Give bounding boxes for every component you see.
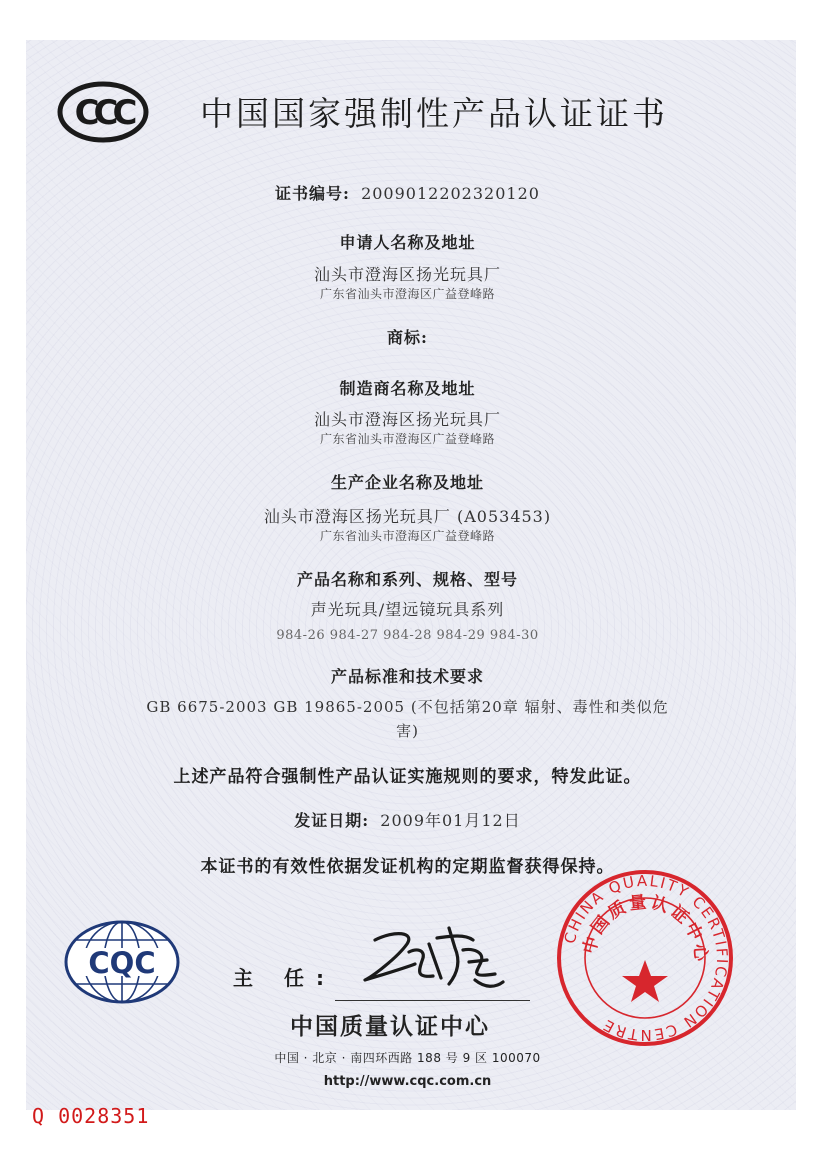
cqc-logo-icon <box>62 918 182 1006</box>
factory-address: 广东省汕头市澄海区广益登峰路 <box>319 529 495 543</box>
product-models: 984-26 984-27 984-28 984-29 984-30 <box>276 628 539 643</box>
certificate-number-row <box>0 181 815 204</box>
trademark-label: 商标: <box>387 328 428 347</box>
manufacturer-name: 汕头市澄海区扬光玩具厂 <box>313 410 501 429</box>
certificate-title: 中国国家强制性产品认证证书 <box>200 94 668 133</box>
organization-address: 中国 · 北京 · 南四环西路 188 号 9 区 100070 <box>274 1051 541 1065</box>
organization-name: 中国质量认证中心 <box>290 1014 490 1040</box>
manufacturer-address: 广东省汕头市澄海区广益登峰路 <box>319 432 495 446</box>
svg-text:CQC: CQC <box>88 946 156 980</box>
certificate-number-label: 证书编号: <box>275 184 350 203</box>
signature-line <box>335 1000 530 1001</box>
svg-text:中国质量认证中心: 中国质量认证中心 <box>579 892 711 965</box>
standards-label: 产品标准和技术要求 <box>330 667 484 686</box>
signatory-label: 主 任: <box>233 966 336 990</box>
certification-seal <box>555 868 735 1048</box>
certificate-number-value: 2009012202320120 <box>361 184 540 203</box>
factory-name: 汕头市澄海区扬光玩具厂 (A053453) <box>263 507 552 526</box>
applicant-name: 汕头市澄海区扬光玩具厂 <box>313 265 501 284</box>
issue-date-label: 发证日期: <box>294 811 370 830</box>
organization-url: http://www.cqc.com.cn <box>323 1074 492 1089</box>
director-signature <box>345 918 515 998</box>
issue-date-row <box>0 808 815 831</box>
serial-number: Q 0028351 <box>32 1104 150 1128</box>
svg-text:CCC: CCC <box>74 93 132 133</box>
manufacturer-label: 制造商名称及地址 <box>339 379 476 398</box>
ccc-logo-icon <box>56 80 150 144</box>
standards-line-1: GB 6675-2003 GB 19865-2005 (不包括第20章 辐射、毒性和类似危 <box>146 698 669 716</box>
standards-line-2: 害) <box>396 722 419 740</box>
product-label: 产品名称和系列、规格、型号 <box>296 570 518 589</box>
factory-label: 生产企业名称及地址 <box>330 473 484 492</box>
applicant-label: 申请人名称及地址 <box>339 233 476 252</box>
product-name: 声光玩具/望远镜玩具系列 <box>310 600 505 619</box>
applicant-address: 广东省汕头市澄海区广益登峰路 <box>319 287 495 301</box>
issue-date-value: 2009年01月12日 <box>380 811 521 830</box>
validity-note: 本证书的有效性依据发证机构的定期监督获得保持。 <box>200 857 615 877</box>
compliance-statement: 上述产品符合强制性产品认证实施规则的要求，特发此证。 <box>173 767 642 787</box>
svg-text:CHINA QUALITY CERTIFICATION CE: CHINA QUALITY CERTIFICATION CENTRE <box>560 871 732 1045</box>
